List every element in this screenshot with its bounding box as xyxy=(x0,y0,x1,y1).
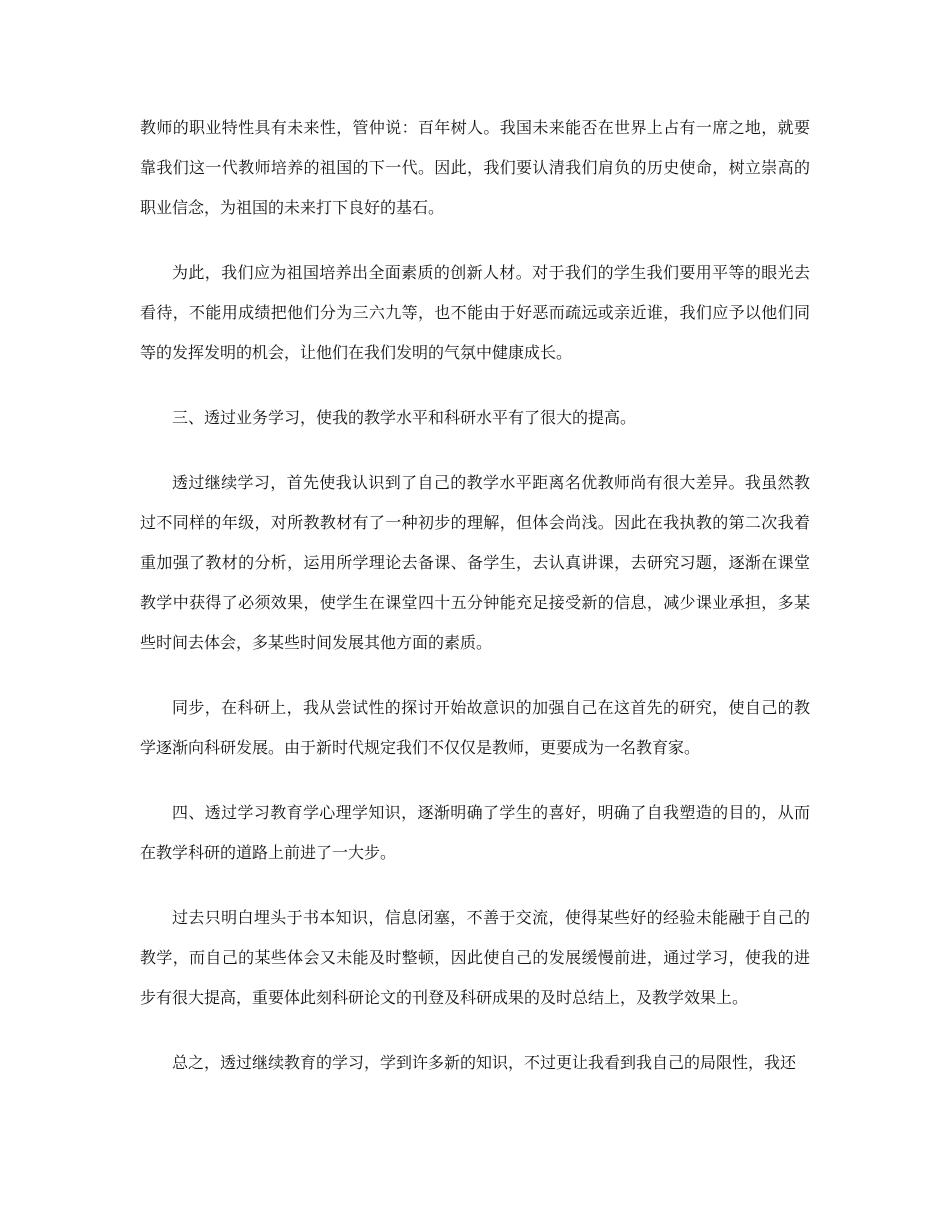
section-heading-three: 三、透过业务学习，使我的教学水平和科研水平有了很大的提高。 xyxy=(172,408,637,427)
section-heading-four: 四、透过学习教育学心理学知识，逐渐明确了学生的喜好，明确了自我塑造的目的，从而在教学科研的道路上前进了一大步。 xyxy=(140,803,810,862)
paragraph-teacher-future: 教师的职业特性具有未来性，管仲说：百年树人。我国未来能否在世界上占有一席之地，就要靠我们这一代教师培养的祖国的下一代。因此，我们要认清我们肩负的历史使命，树立崇高的职业信念，为祖国的未来打下良好的基石。 xyxy=(140,118,810,217)
paragraph-research: 同步，在科研上，我从尝试性的探讨开始故意识的加强自己在这首先的研究，使自己的教学逐渐向科研发展。由于新时代规定我们不仅仅是教师，更要成为一名教育家。 xyxy=(140,698,810,757)
paragraph-past-experience: 过去只明白埋头于书本知识，信息闭塞，不善于交流，使得某些好的经验未能融于自己的教学，而自己的某些体会又未能及时整顿，因此使自己的发展缓慢前进，通过学习，使我的进步有很大提高，重要体此刻科研论文的刊登及科研成果的及时总结上，及教学效果上。 xyxy=(140,908,810,1007)
document-body xyxy=(140,108,810,1108)
paragraph-continued-learning: 透过继续学习，首先使我认识到了自己的教学水平距离名优教师尚有很大差异。我虽然教过不同样的年级，对所教教材有了一种初步的理解，但体会尚浅。因此在我执教的第二次我着重加强了教材的分析，运用所学理论去备课、备学生，去认真讲课，去研究习题，逐渐在课堂教学中获得了必须效果，使学生在课堂四十五分钟能充足接受新的信息，减少课业承担，多某些时间去体会，多某些时间发展其他方面的素质。 xyxy=(140,473,810,652)
paragraph-cultivate-talent: 为此，我们应为祖国培养出全面素质的创新人材。对于我们的学生我们要用平等的眼光去看待，不能用成绩把他们分为三六九等，也不能由于好恶而疏远或亲近谁，我们应予以他们同等的发挥发明的机会，让他们在我们发明的气氛中健康成长。 xyxy=(140,263,810,362)
paragraph-conclusion: 总之，透过继续教育的学习，学到许多新的知识，不过更让我看到我自己的局限性，我还 xyxy=(172,1053,797,1072)
